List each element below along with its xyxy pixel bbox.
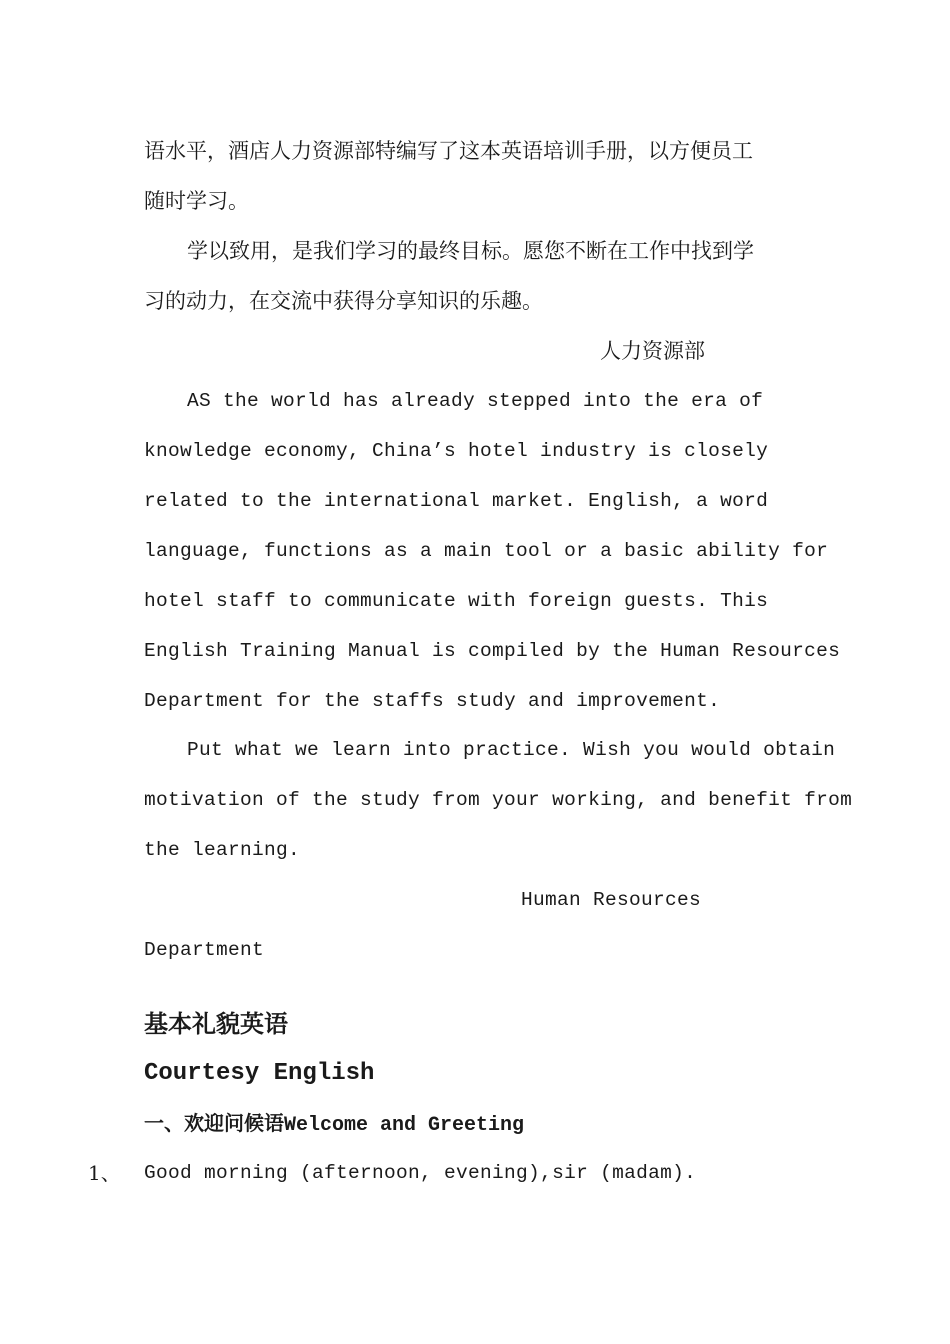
preface-cn-line-1: 语水平，酒店人力资源部特编写了这本英语培训手册，以方便员工 bbox=[144, 139, 753, 163]
preface-cn-line-2: 随时学习。 bbox=[144, 189, 249, 213]
preface-cn-signature: 人力资源部 bbox=[600, 339, 705, 363]
list-item-text: Good morning (afternoon, evening),sir (madam). bbox=[144, 1162, 697, 1184]
preface-cn-line-3: 学以致用，是我们学习的最终目标。愿您不断在工作中找到学 bbox=[187, 239, 754, 263]
preface-cn-line-4: 习的动力，在交流中获得分享知识的乐趣。 bbox=[144, 289, 543, 313]
preface-en-line-7: Department for the staffs study and improvement. bbox=[144, 690, 721, 712]
preface-en-line-1: AS the world has already stepped into the era of bbox=[187, 390, 764, 412]
preface-en-line-10: the learning. bbox=[144, 839, 301, 861]
preface-en-line-9: motivation of the study from your working, and benefit from bbox=[144, 789, 853, 811]
preface-en-line-3: related to the international market. English, a word bbox=[144, 490, 769, 512]
subsection-title-en: Welcome and Greeting bbox=[284, 1114, 525, 1137]
preface-en-line-2: knowledge economy, China’s hotel industry is closely bbox=[144, 440, 769, 462]
section-title-cn: 基本礼貌英语 bbox=[144, 1010, 288, 1038]
preface-en-signature-line-2: Department bbox=[144, 939, 265, 961]
preface-en-signature-line-1: Human Resources bbox=[521, 889, 702, 911]
preface-en-line-8: Put what we learn into practice. Wish you would obtain bbox=[187, 739, 836, 761]
preface-en-line-5: hotel staff to communicate with foreign guests. This bbox=[144, 590, 769, 612]
section-title-en: Courtesy English bbox=[144, 1060, 375, 1087]
preface-en-line-6: English Training Manual is compiled by the Human Resources bbox=[144, 640, 841, 662]
subsection-title-cn: 一、欢迎问候语 bbox=[144, 1111, 284, 1135]
subsection-title bbox=[144, 1110, 524, 1139]
list-item-number: 1、 bbox=[88, 1161, 121, 1185]
preface-en-line-4: language, functions as a main tool or a basic ability for bbox=[144, 540, 829, 562]
